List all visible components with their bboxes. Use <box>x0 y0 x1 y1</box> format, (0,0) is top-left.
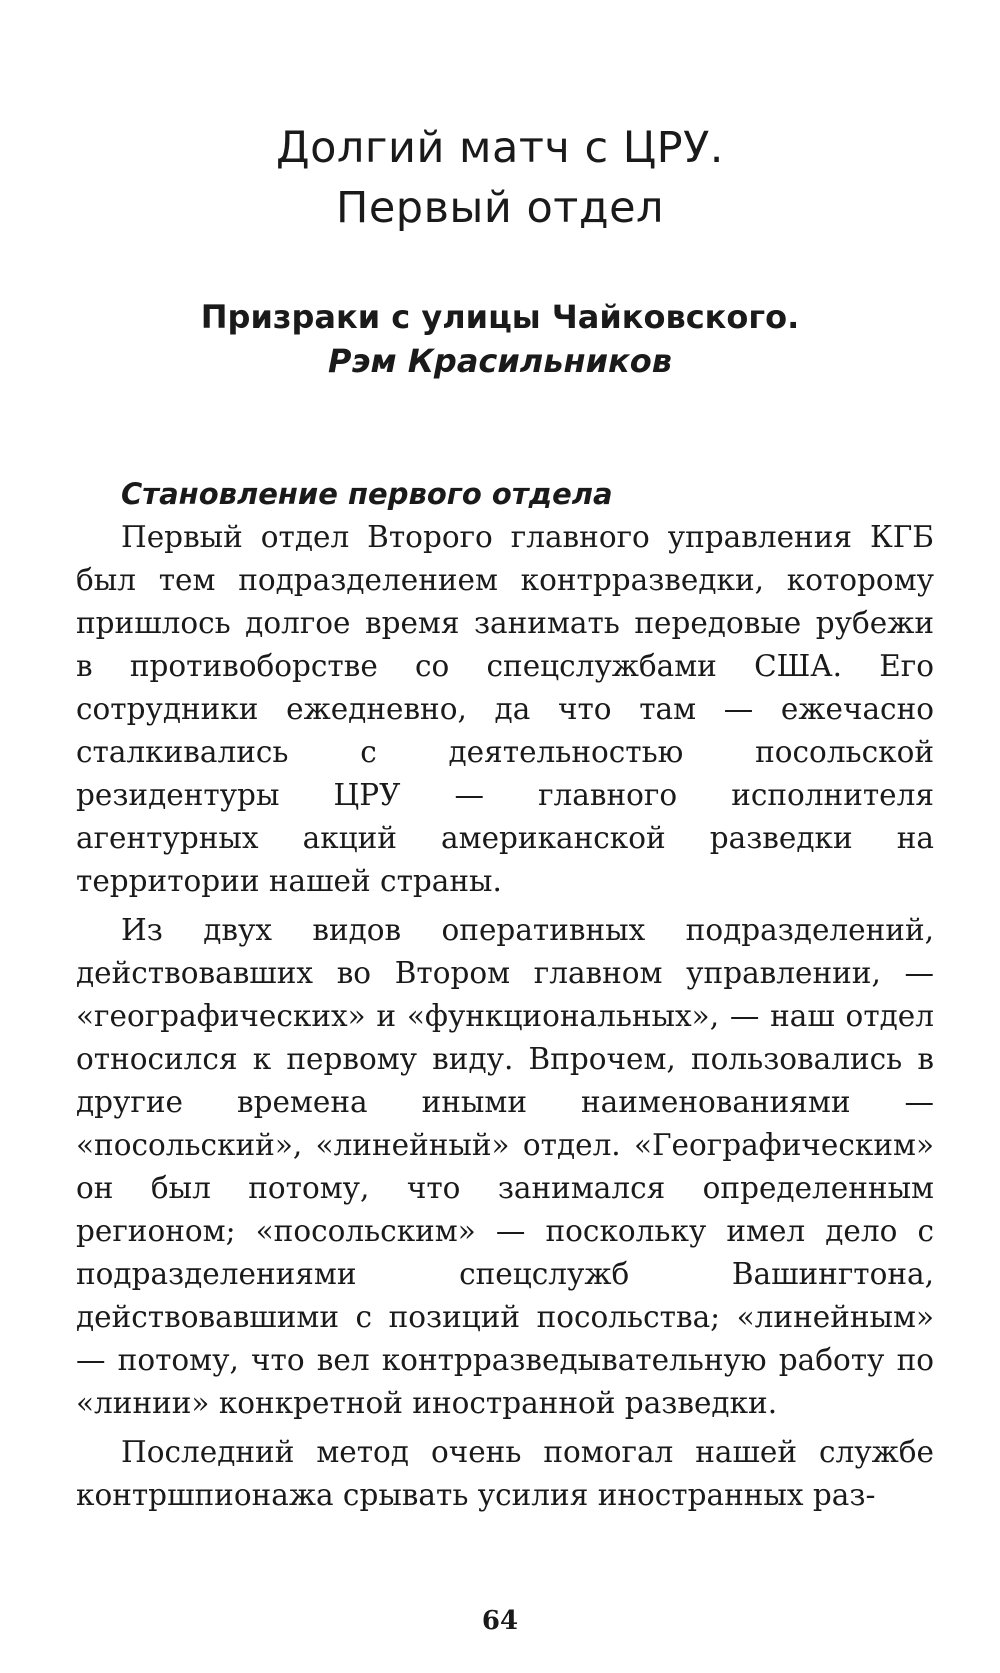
paragraph-2: Из двух видов оперативных подразделений, действовавших во Втором главном управлении, — «географических» и «функциональных», — наш отдел относился к первому виду. Впрочем, пользовались в другие времена иными наименованиями — «посольский», «линейный» отдел. «Географическим» он был потому, что занимался определенным регионом; «посольским» — поскольку имел дело с подразделениями спецслужб Вашингтона, действовавшими с позиций посольства; «линейным» — потому, что вел контрразведывательную работу по «линии» конкретной иностранной разведки. <box>76 913 934 1420</box>
chapter-title-line-2: Первый отдел <box>335 183 665 233</box>
paragraph-1: Первый отдел Второго главного управления КГБ был тем подразделением контрразведки, которому пришлось долгое время занимать передовые рубежи в противоборстве со спецслужбами США. Его сотрудники ежедневно, да что там — ежечасно сталкивались с деятельностью посольской резидентуры ЦРУ — главного исполнителя агентурных акций американской разведки на территории нашей страны. <box>76 520 934 898</box>
paragraph-3: Последний метод очень помогал нашей службе контршпионажа срывать усилия иностранных раз- <box>76 1435 934 1512</box>
subchapter-title-text: Призраки с улицы Чайковского. <box>200 298 800 336</box>
page-number: 64 <box>481 1606 519 1636</box>
subchapter-title <box>0 295 1000 383</box>
subchapter-author: Рэм Красильников <box>328 342 672 380</box>
body-text <box>76 472 934 1517</box>
chapter-title <box>0 118 1000 238</box>
chapter-title-line-1: Долгий матч с ЦРУ. <box>276 123 724 173</box>
section-heading: Становление первого отдела <box>121 477 613 511</box>
